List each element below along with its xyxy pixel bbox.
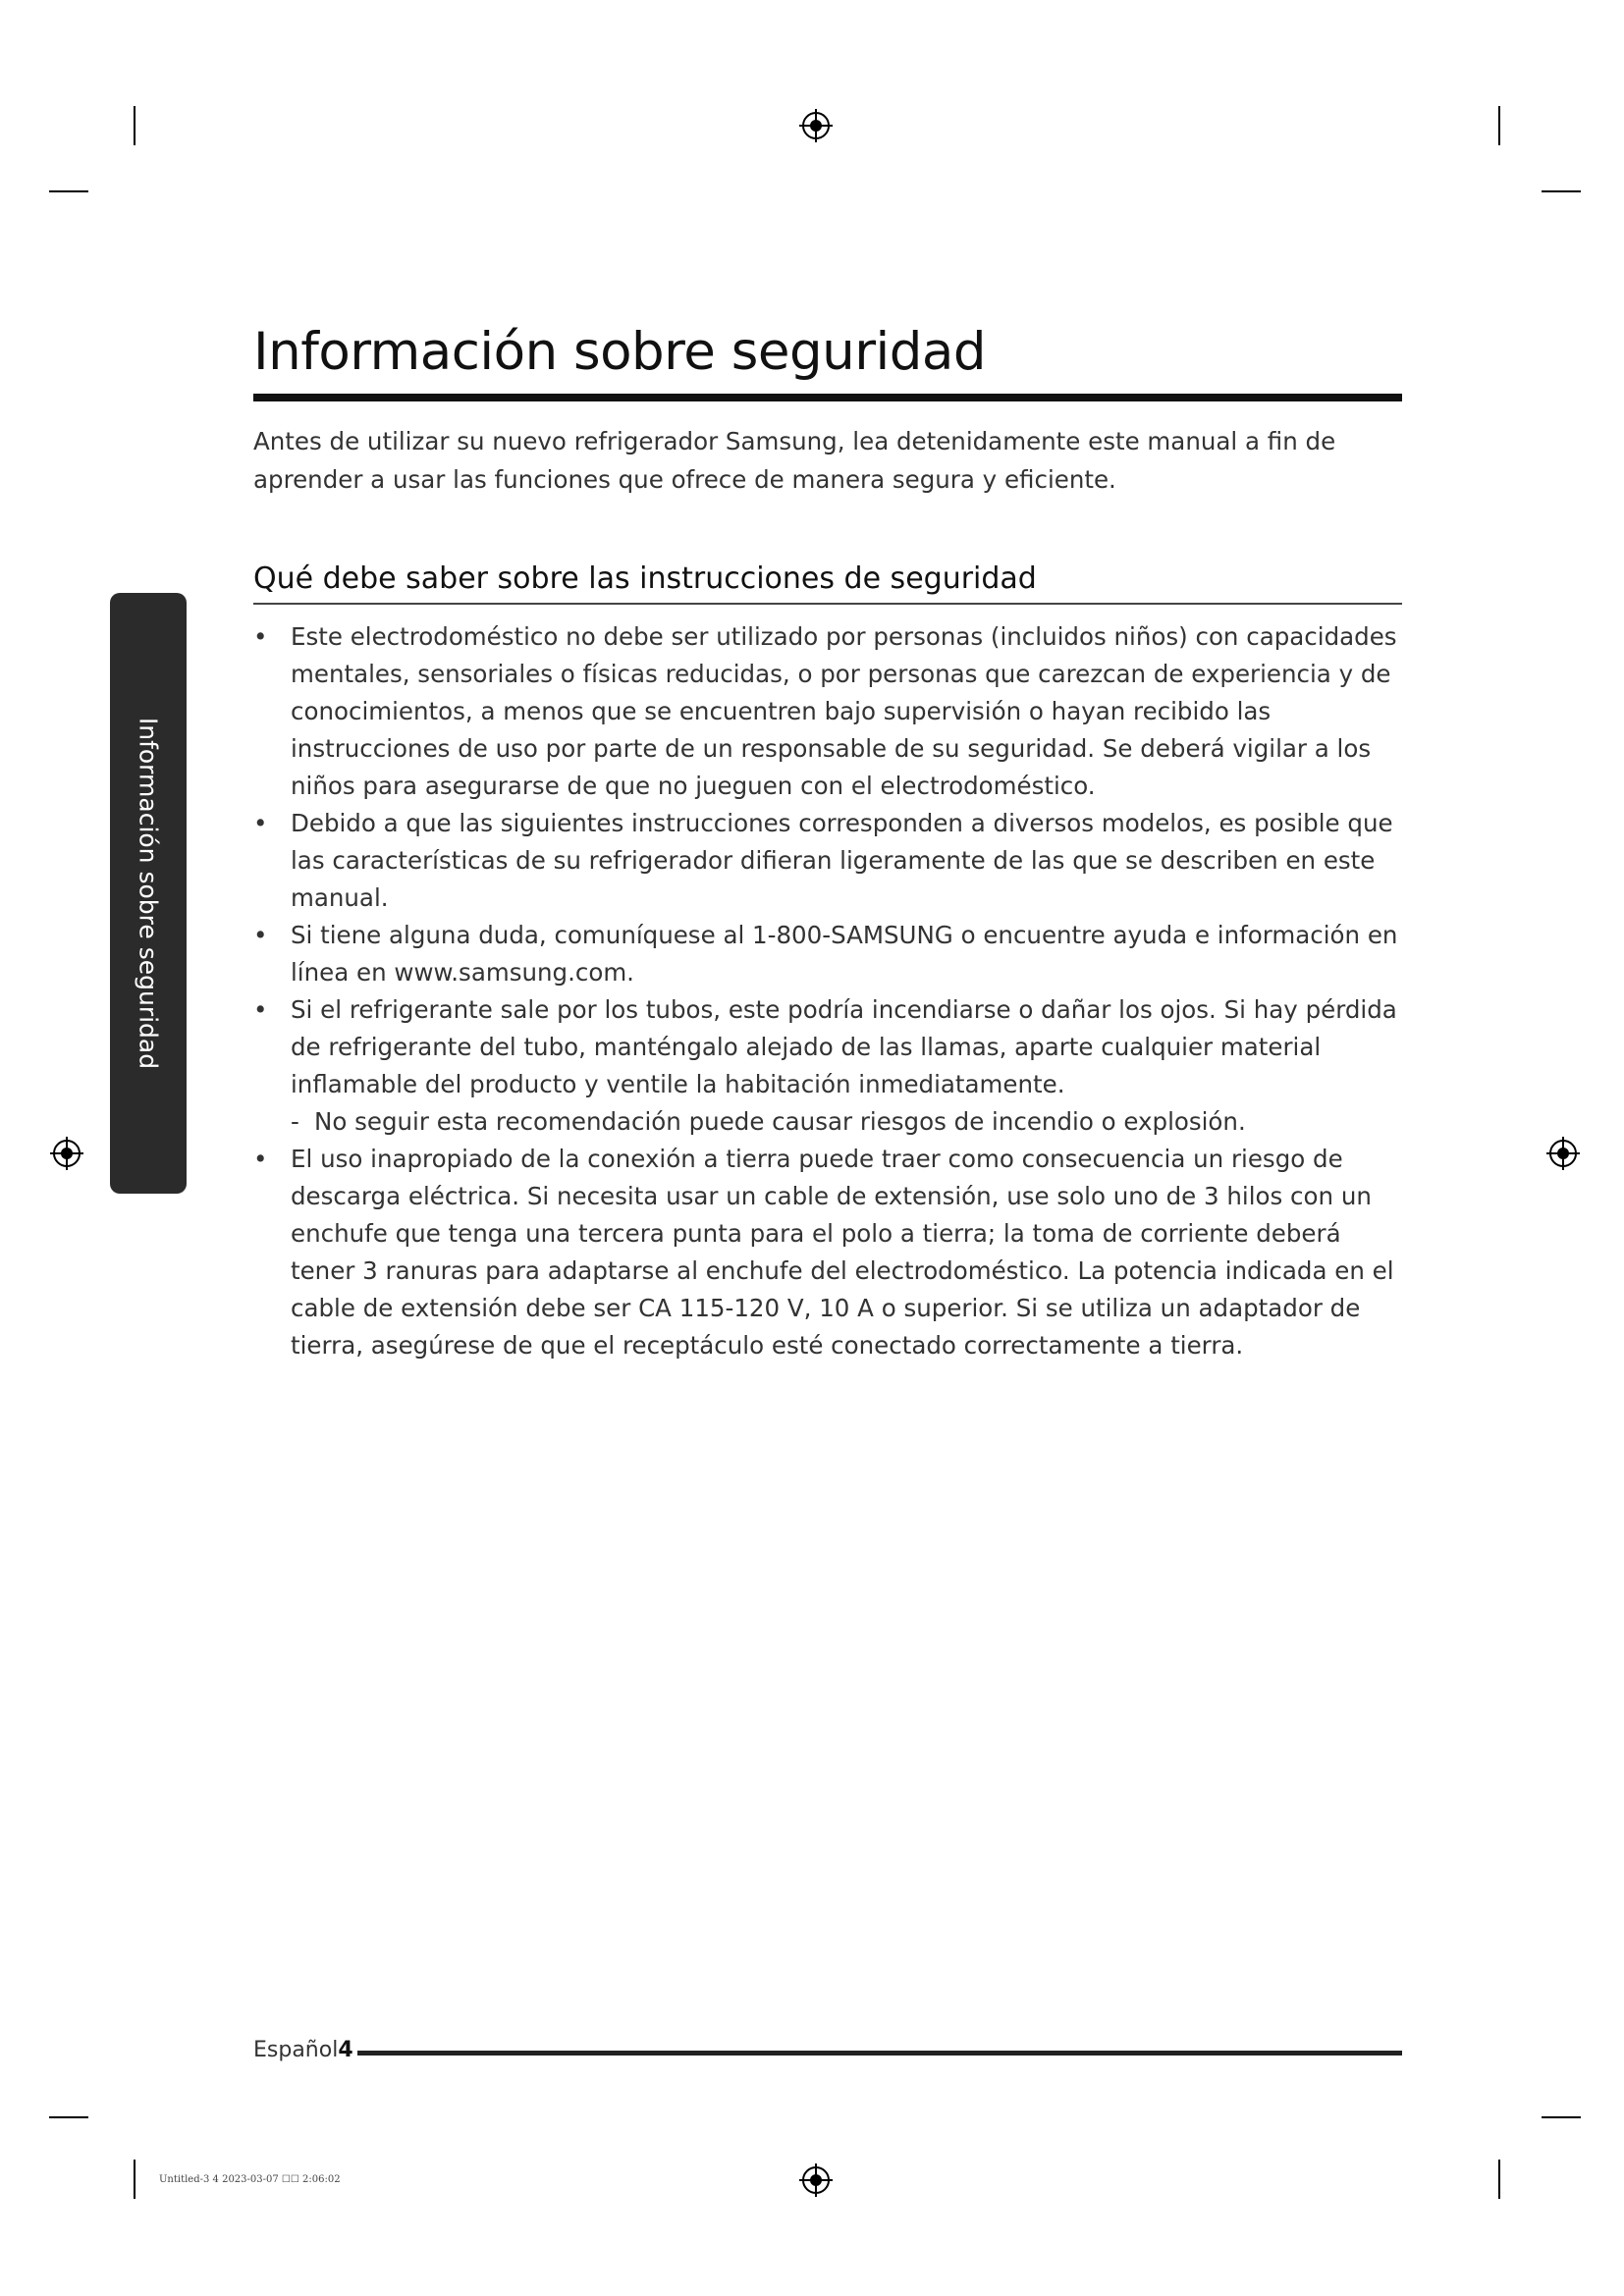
crop-mark-bottom-right bbox=[1498, 2160, 1500, 2199]
list-item bbox=[253, 917, 1402, 991]
registration-mark-icon bbox=[798, 108, 834, 143]
bullet-icon: • bbox=[253, 622, 268, 651]
registration-mark-icon bbox=[49, 1136, 84, 1171]
list-item-text: El uso inapropiado de la conexión a tierra puede traer como consecuencia un riesgo de descarga eléctrica. Si necesita usar un cable de extensión, use solo uno de 3 hilos con un enchufe que tenga una tercera punta para el polo a tierra; la toma de corriente deberá tener 3 ranuras para adaptarse al enchufe del electrodoméstico. La potencia indicada en el cable de extensión debe ser CA 115-120 V, 10 A o superior. Si se utiliza un adaptador de tierra, asegúrese de que el receptáculo esté conectado correctamente a tierra. bbox=[291, 1145, 1394, 1360]
list-item-text: Si el refrigerante sale por los tubos, este podría incendiarse o dañar los ojos. Si hay pérdida de refrigerante del tubo, manténgalo alejado de las llamas, aparte cualquier material inflamable del producto y ventile la habitación inmediatamente. bbox=[291, 995, 1397, 1098]
crop-mark-top-left bbox=[134, 106, 135, 145]
safety-instructions-list bbox=[253, 618, 1402, 1364]
list-item-text: Debido a que las siguientes instrucciones corresponden a diversos modelos, es posible que las características de su refrigerador difieran ligeramente de las que se describen en este manual. bbox=[291, 809, 1393, 912]
list-item bbox=[253, 991, 1402, 1103]
footer-rule bbox=[357, 2051, 1402, 2056]
bullet-icon: • bbox=[253, 921, 268, 949]
crop-mark-bottom-left bbox=[134, 2160, 135, 2199]
registration-mark-icon bbox=[1545, 1136, 1581, 1171]
crop-mark-top-right-h bbox=[1542, 190, 1581, 192]
bullet-icon: • bbox=[253, 809, 268, 837]
section-title: Qué debe saber sobre las instrucciones de seguridad bbox=[253, 561, 1037, 596]
bullet-icon: • bbox=[253, 1145, 268, 1173]
dash-icon: - bbox=[291, 1107, 299, 1136]
registration-mark-icon bbox=[798, 2163, 834, 2198]
print-slug: Untitled-3 4 2023-03-07 ☐☐ 2:06:02 bbox=[159, 2174, 341, 2185]
crop-mark-bottom-left-h bbox=[49, 2116, 88, 2118]
list-item-text: Si tiene alguna duda, comuníquese al 1-800-SAMSUNG o encuentre ayuda e información en línea en www.samsung.com. bbox=[291, 921, 1398, 987]
chapter-tab-label: Información sobre seguridad bbox=[134, 717, 163, 1070]
page-footer bbox=[253, 2038, 353, 2062]
page-title: Información sobre seguridad bbox=[253, 322, 986, 382]
footer-language: Español bbox=[253, 2038, 339, 2062]
intro-paragraph: Antes de utilizar su nuevo refrigerador Samsung, lea detenidamente este manual a fin de aprender a usar las funciones que ofrece de manera segura y eficiente. bbox=[253, 427, 1336, 494]
crop-mark-bottom-right-h bbox=[1542, 2116, 1581, 2118]
list-subnote bbox=[253, 1103, 1402, 1141]
list-item bbox=[253, 805, 1402, 917]
crop-mark-top-left-h bbox=[49, 190, 88, 192]
list-item-text: Este electrodoméstico no debe ser utilizado por personas (incluidos niños) con capacidades mentales, sensoriales o físicas reducidas, o por personas que carezcan de experiencia y de conocimientos, a menos que se encuentren bajo supervisión o hayan recibido las instrucciones de uso por parte de un responsable de su seguridad. Se deberá vigilar a los niños para asegurarse de que no jueguen con el electrodoméstico. bbox=[291, 622, 1397, 800]
bullet-icon: • bbox=[253, 995, 268, 1024]
list-subnote-text: No seguir esta recomendación puede causar riesgos de incendio o explosión. bbox=[314, 1107, 1246, 1136]
page-number: 4 bbox=[338, 2038, 353, 2062]
list-item bbox=[253, 618, 1402, 805]
section-underline bbox=[253, 603, 1402, 605]
list-item bbox=[253, 1141, 1402, 1364]
title-underline bbox=[253, 394, 1402, 401]
crop-mark-top-right bbox=[1498, 106, 1500, 145]
